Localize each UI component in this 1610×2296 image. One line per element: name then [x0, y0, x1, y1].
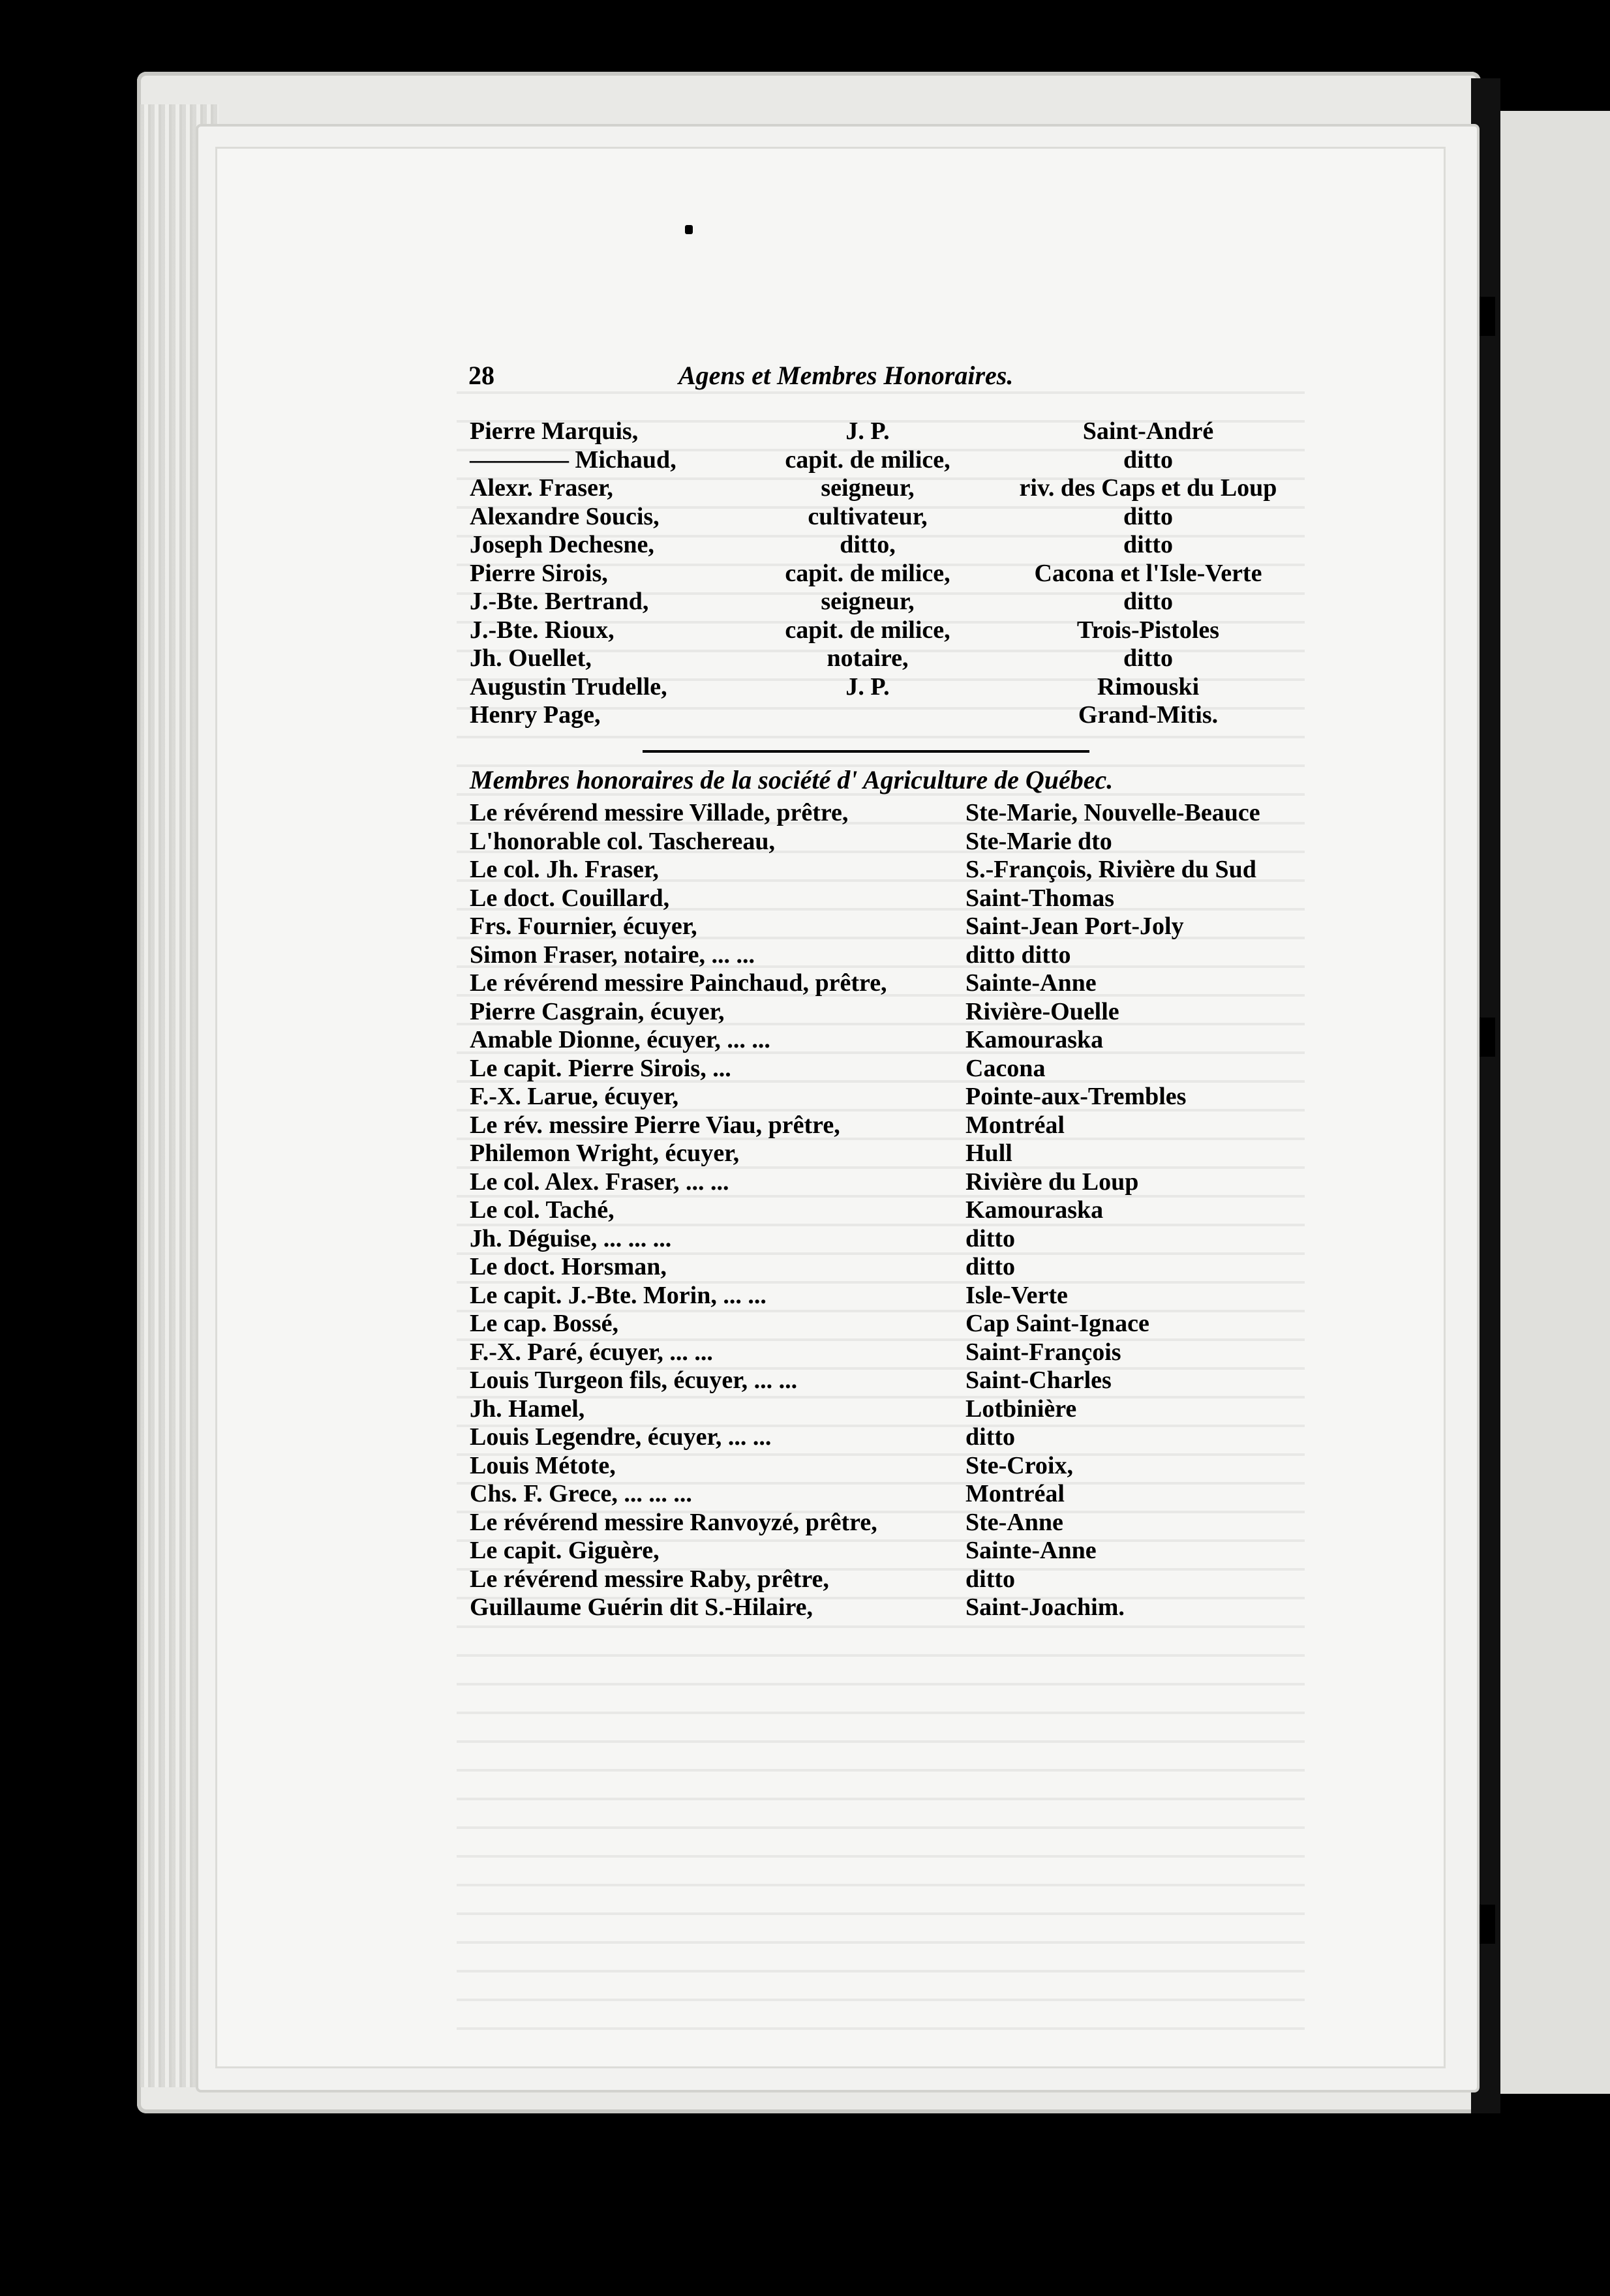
agent-place: Cacona et l'Isle-Verte: [1034, 559, 1262, 587]
honorary-member-row: [470, 884, 1292, 913]
member-name: Le col. Taché,: [470, 1196, 615, 1224]
agent-title: capit. de milice,: [785, 616, 950, 644]
member-name: Simon Fraser, notaire, ... ...: [470, 941, 755, 969]
agent-place: Trois-Pistoles: [1076, 616, 1220, 644]
member-name: F.-X. Larue, écuyer,: [470, 1083, 679, 1110]
honorary-member-row: [470, 1537, 1292, 1565]
member-name: Amable Dionne, écuyer, ... ...: [470, 1026, 770, 1053]
honorary-member-row: [470, 1140, 1292, 1168]
member-name: Le rév. messire Pierre Viau, prêtre,: [470, 1111, 840, 1139]
member-place: Montréal: [965, 1111, 1065, 1139]
member-place: ditto ditto: [965, 941, 1071, 969]
agent-name: Augustin Trudelle,: [470, 672, 667, 701]
member-name: Le révérend messire Ranvoyzé, prêtre,: [470, 1508, 877, 1536]
member-place: Ste-Croix,: [965, 1451, 1073, 1479]
section-title: Membres honoraires de la société d' Agriculture de Québec.: [470, 765, 1114, 794]
member-name: Guillaume Guérin dit S.-Hilaire,: [470, 1594, 813, 1621]
agent-row: [470, 531, 1292, 560]
honorary-member-row: [470, 1026, 1292, 1055]
agent-place: riv. des Caps et du Loup: [1019, 474, 1277, 502]
member-name: Le col. Alex. Fraser, ... ...: [470, 1168, 729, 1196]
agent-name: Pierre Sirois,: [470, 559, 608, 587]
agent-title: capit. de milice,: [785, 559, 950, 587]
member-place: Saint-Thomas: [965, 884, 1115, 912]
member-place: Sainte-Anne: [965, 1537, 1097, 1564]
member-place: Saint-François: [965, 1338, 1121, 1366]
member-name: Louis Legendre, écuyer, ... ...: [470, 1423, 772, 1451]
honorary-member-row: [470, 1423, 1292, 1452]
member-name: Louis Turgeon fils, écuyer, ... ...: [470, 1367, 798, 1394]
agents-list: [470, 417, 1292, 730]
member-place: Lotbinière: [965, 1395, 1077, 1423]
member-name: Le révérend messire Raby, prêtre,: [470, 1565, 829, 1593]
member-place: Montréal: [965, 1480, 1065, 1507]
agent-name: J.-Bte. Rioux,: [470, 616, 615, 644]
member-place: ditto: [965, 1253, 1015, 1280]
agent-name: Pierre Marquis,: [470, 417, 639, 445]
honorary-member-row: [470, 941, 1292, 970]
member-place: Isle-Verte: [965, 1281, 1068, 1309]
honorary-member-row: [470, 1594, 1292, 1622]
honorary-member-row: [470, 1225, 1292, 1254]
agent-row: [470, 560, 1292, 588]
honorary-member-row: [470, 856, 1292, 884]
member-place: ditto: [965, 1565, 1015, 1593]
member-place: ditto: [965, 1224, 1015, 1252]
agent-place: ditto: [1123, 502, 1173, 530]
honorary-members-list: [470, 799, 1292, 1622]
honorary-member-row: [470, 913, 1292, 941]
honorary-member-row: [470, 1395, 1292, 1424]
binding-thread-mark: [1480, 1018, 1495, 1057]
ink-speck: [685, 225, 693, 234]
agent-row: [470, 701, 1292, 730]
page-number: 28: [468, 361, 494, 390]
honorary-member-row: [470, 998, 1292, 1027]
agent-row: [470, 446, 1292, 475]
member-name: Le capit. J.-Bte. Morin, ... ...: [470, 1281, 767, 1309]
honorary-member-row: [470, 1083, 1292, 1111]
member-place: Rivière-Ouelle: [965, 997, 1119, 1025]
member-place: Pointe-aux-Trembles: [965, 1083, 1187, 1110]
member-place: ditto: [965, 1423, 1015, 1451]
member-place: Ste-Marie, Nouvelle-Beauce: [965, 799, 1260, 826]
agent-name: Alexandre Soucis,: [470, 502, 660, 530]
member-place: S.-François, Rivière du Sud: [965, 856, 1256, 883]
agent-title: J. P.: [845, 417, 890, 445]
member-place: Ste-Marie dto: [965, 827, 1112, 855]
member-name: Chs. F. Grece, ... ... ...: [470, 1480, 692, 1507]
honorary-member-row: [470, 1282, 1292, 1310]
honorary-member-row: [470, 1509, 1292, 1537]
member-name: Le doct. Couillard,: [470, 884, 670, 912]
member-place: Cap Saint-Ignace: [965, 1310, 1149, 1337]
member-name: Jh. Déguise, ... ... ...: [470, 1224, 672, 1252]
agent-row: [470, 503, 1292, 532]
member-name: Le col. Jh. Fraser,: [470, 856, 659, 883]
agent-name: Alexr. Fraser,: [470, 474, 613, 502]
member-name: Philemon Wright, écuyer,: [470, 1140, 740, 1167]
agent-place: Grand-Mitis.: [1078, 701, 1219, 729]
running-title: Agens et Membres Honoraires.: [678, 361, 1014, 390]
member-place: Kamouraska: [965, 1026, 1104, 1053]
agent-row: [470, 474, 1292, 503]
adjacent-page: [1500, 111, 1610, 2094]
agent-title: capit. de milice,: [785, 446, 950, 474]
agent-title: seigneur,: [821, 588, 915, 615]
honorary-member-row: [470, 1480, 1292, 1509]
member-name: Le doct. Horsman,: [470, 1253, 667, 1280]
honorary-member-row: [470, 1367, 1292, 1395]
member-name: F.-X. Paré, écuyer, ... ...: [470, 1338, 713, 1366]
member-name: Le révérend messire Painchaud, prêtre,: [470, 969, 887, 997]
member-place: Sainte-Anne: [965, 969, 1097, 997]
agent-place: Saint-André: [1082, 417, 1214, 445]
honorary-member-row: [470, 799, 1292, 828]
agent-row: [470, 673, 1292, 702]
agent-title: notaire,: [827, 644, 909, 672]
agent-title: J. P.: [845, 672, 890, 701]
agent-name: Henry Page,: [470, 701, 601, 729]
binding-thread-mark: [1480, 297, 1495, 336]
member-name: Le capit. Giguère,: [470, 1537, 660, 1564]
honorary-member-row: [470, 1055, 1292, 1083]
honorary-member-row: [470, 1452, 1292, 1481]
agent-place: ditto: [1123, 588, 1173, 615]
member-name: Louis Métote,: [470, 1451, 616, 1479]
member-name: Le capit. Pierre Sirois, ...: [470, 1054, 731, 1082]
binding-thread-mark: [1480, 1905, 1495, 1944]
member-place: Saint-Joachim.: [965, 1594, 1125, 1621]
member-place: Rivière du Loup: [965, 1168, 1139, 1196]
agent-name: J.-Bte. Bertrand,: [470, 588, 649, 615]
member-name: Frs. Fournier, écuyer,: [470, 913, 697, 940]
honorary-member-row: [470, 1310, 1292, 1338]
member-place: Kamouraska: [965, 1196, 1104, 1224]
agent-title: ditto,: [840, 531, 896, 558]
agent-place: ditto: [1123, 531, 1173, 558]
member-place: Cacona: [965, 1054, 1046, 1082]
honorary-member-row: [470, 969, 1292, 998]
member-name: Le révérend messire Villade, prêtre,: [470, 799, 849, 826]
agent-name: Jh. Ouellet,: [470, 644, 592, 672]
agent-name: ———— Michaud,: [470, 446, 676, 474]
agent-row: [470, 417, 1292, 446]
honorary-member-row: [470, 1196, 1292, 1225]
member-place: Saint-Jean Port-Joly: [965, 913, 1184, 940]
agent-place: ditto: [1123, 446, 1173, 474]
honorary-member-row: [470, 828, 1292, 856]
member-place: Saint-Charles: [965, 1367, 1112, 1394]
honorary-member-row: [470, 1111, 1292, 1140]
agent-row: [470, 644, 1292, 673]
member-name: L'honorable col. Taschereau,: [470, 827, 776, 855]
member-name: Pierre Casgrain, écuyer,: [470, 997, 725, 1025]
agent-place: ditto: [1123, 644, 1173, 672]
agent-place: Rimouski: [1097, 672, 1200, 701]
honorary-member-row: [470, 1168, 1292, 1197]
member-place: Hull: [965, 1140, 1012, 1167]
agent-title: seigneur,: [821, 474, 915, 502]
agent-row: [470, 616, 1292, 645]
agent-name: Joseph Dechesne,: [470, 531, 654, 558]
member-place: Ste-Anne: [965, 1508, 1063, 1536]
agent-row: [470, 588, 1292, 616]
section-rule: [643, 750, 1089, 753]
agent-title: cultivateur,: [808, 502, 928, 530]
honorary-member-row: [470, 1338, 1292, 1367]
honorary-member-row: [470, 1253, 1292, 1282]
member-name: Le cap. Bossé,: [470, 1310, 618, 1337]
honorary-member-row: [470, 1565, 1292, 1594]
member-name: Jh. Hamel,: [470, 1395, 585, 1423]
